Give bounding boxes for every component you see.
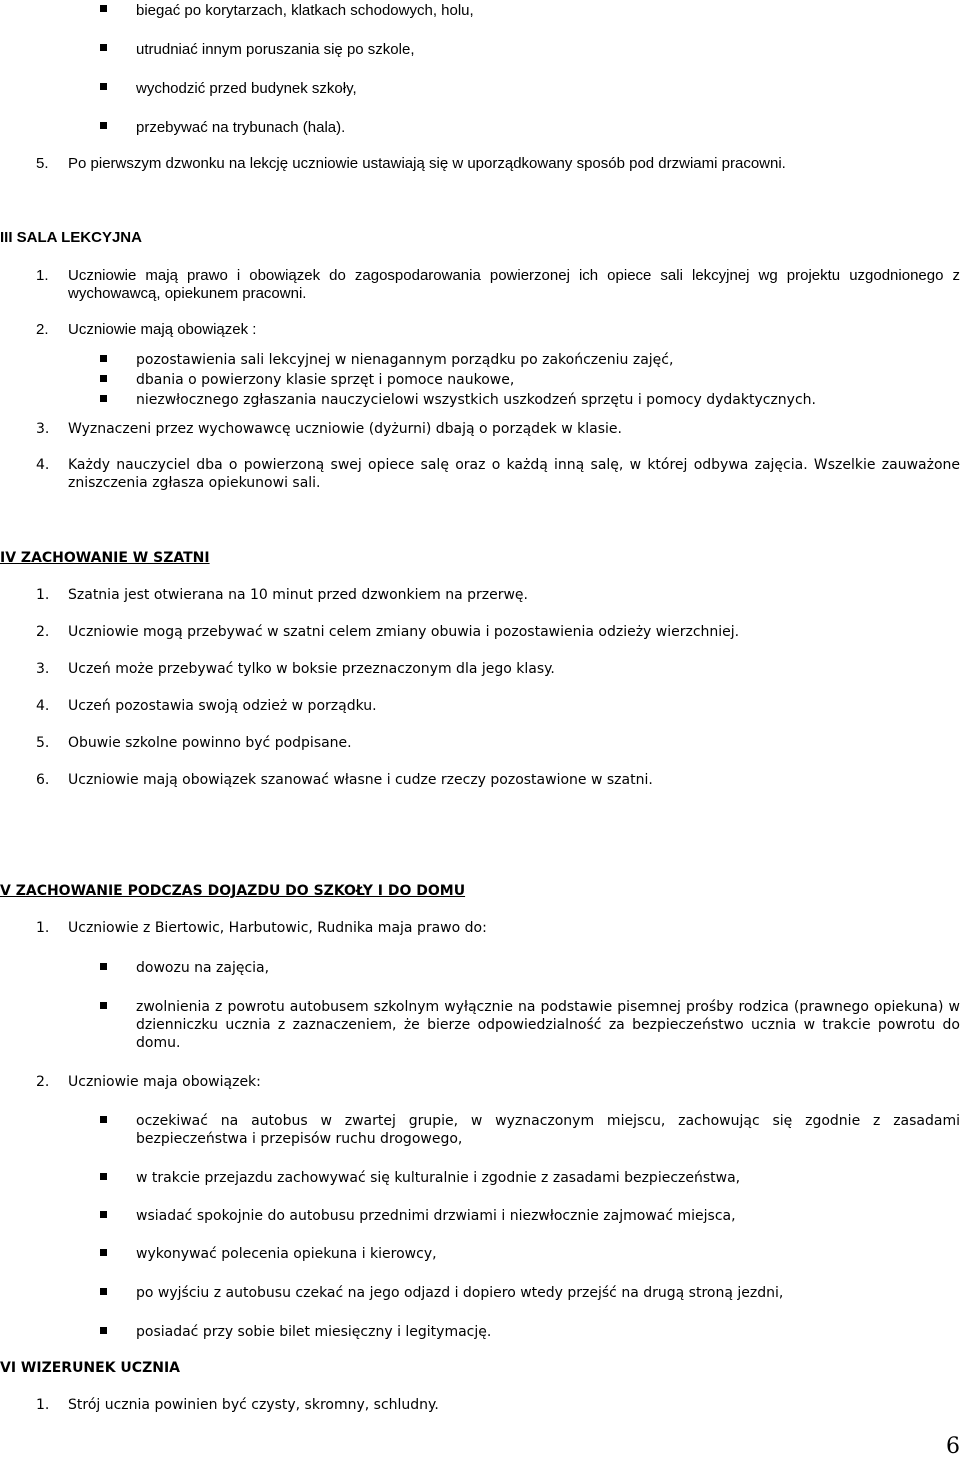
bullet-icon xyxy=(100,1327,107,1334)
bullet-icon xyxy=(100,1288,107,1295)
list-item: Uczeń może przebywać tylko w boksie przeznaczonym dla jego klasy. xyxy=(68,661,555,677)
bullet-icon xyxy=(100,1002,107,1009)
item-number: 1. xyxy=(36,267,49,284)
list-item: dbania o powierzony klasie sprzęt i pomoce naukowe, xyxy=(136,372,515,388)
item-number: 1. xyxy=(36,920,50,936)
bullet-icon xyxy=(100,5,107,12)
item-number: 1. xyxy=(36,1397,50,1413)
list-item: oczekiwać na autobus w zwartej grupie, w wyznaczonym miejscu, zachowując się zgodnie z zasadami bezpieczeństwa i przepisów ruchu drogowego, xyxy=(136,1113,960,1147)
item-number: 1. xyxy=(36,587,50,603)
list-item: utrudniać innym poruszania się po szkole, xyxy=(136,41,415,58)
list-item: wychodzić przed budynek szkoły, xyxy=(136,80,357,97)
bullet-icon xyxy=(100,1249,107,1256)
list-item: Każdy nauczyciel dba o powierzoną swej opiece salę oraz o każdą inną salę, w której odbywa zajęcia. Wszelkie zauważone zniszczenia zgłasza opiekunowi sali. xyxy=(68,457,960,491)
item-number: 4. xyxy=(36,457,50,473)
list-item: Uczeń pozostawia swoją odzież w porządku. xyxy=(68,698,377,714)
list-item: Strój ucznia powinien być czysty, skromny, schludny. xyxy=(68,1397,439,1413)
list-item: Uczniowie mają obowiązek szanować własne i cudze rzeczy pozostawione w szatni. xyxy=(68,772,653,788)
item-number: 2. xyxy=(36,1074,50,1090)
list-item: Uczniowie mają obowiązek : xyxy=(68,321,257,338)
list-item: Uczniowie mogą przebywać w szatni celem zmiany obuwia i pozostawienia odzieży wierzchniej. xyxy=(68,624,740,640)
bullet-icon xyxy=(100,963,107,970)
list-item: Uczniowie z Biertowic, Harbutowic, Rudnika maja prawo do: xyxy=(68,920,487,936)
item-number: 5. xyxy=(36,155,49,172)
item-number: 4. xyxy=(36,698,50,714)
bullet-icon xyxy=(100,1116,107,1123)
bullet-icon xyxy=(100,395,107,402)
section-heading: III SALA LEKCYJNA xyxy=(0,229,142,246)
bullet-icon xyxy=(100,122,107,129)
item-number: 6. xyxy=(36,772,50,788)
list-item: niezwłocznego zgłaszania nauczycielowi wszystkich uszkodzeń sprzętu i pomocy dydaktycznych. xyxy=(136,392,816,408)
section-heading: VI WIZERUNEK UCZNIA xyxy=(0,1360,180,1376)
bullet-icon xyxy=(100,44,107,51)
list-item: Uczniowie mają prawo i obowiązek do zagospodarowania powierzonej ich opiece sali lekcyjnej wg projektu uzgodnionego z wychowawcą, opiekunem pracowni. xyxy=(68,267,960,302)
list-item: Wyznaczeni przez wychowawcę uczniowie (dyżurni) dbają o porządek w klasie. xyxy=(68,421,622,437)
bullet-icon xyxy=(100,1211,107,1218)
list-item: dowozu na zajęcia, xyxy=(136,960,270,976)
bullet-icon xyxy=(100,355,107,362)
list-item: Po pierwszym dzwonku na lekcję uczniowie ustawiają się w uporządkowany sposób pod drzwiami pracowni. xyxy=(68,155,786,172)
bullet-icon xyxy=(100,1173,107,1180)
list-item: wykonywać polecenia opiekuna i kierowcy, xyxy=(136,1246,437,1262)
section-heading: IV ZACHOWANIE W SZATNI xyxy=(0,550,210,566)
item-number: 5. xyxy=(36,735,50,751)
bullet-icon xyxy=(100,375,107,382)
list-item: Szatnia jest otwierana na 10 minut przed dzwonkiem na przerwę. xyxy=(68,587,528,603)
list-item: posiadać przy sobie bilet miesięczny i legitymację. xyxy=(136,1324,492,1340)
list-item: pozostawienia sali lekcyjnej w nienagannym porządku po zakończeniu zajęć, xyxy=(136,352,674,368)
list-item: Uczniowie maja obowiązek: xyxy=(68,1074,261,1090)
item-number: 2. xyxy=(36,624,50,640)
item-number: 3. xyxy=(36,421,50,437)
page-number: 6 xyxy=(946,1434,960,1459)
item-number: 2. xyxy=(36,321,49,338)
list-item: zwolnienia z powrotu autobusem szkolnym wyłącznie na podstawie pisemnej prośby rodzica (prawnego opiekuna) w dzienniczku ucznia z zaznaczeniem, że bierze odpowiedzialność za bezpieczeństwo ucznia w trakcie powrotu do domu. xyxy=(136,999,960,1051)
section-heading: V ZACHOWANIE PODCZAS DOJAZDU DO SZKOŁY I DO DOMU xyxy=(0,883,466,899)
list-item: po wyjściu z autobusu czekać na jego odjazd i dopiero wtedy przejść na drugą stroną jezdni, xyxy=(136,1285,784,1301)
list-item: przebywać na trybunach (hala). xyxy=(136,119,346,136)
bullet-icon xyxy=(100,83,107,90)
list-item: wsiadać spokojnie do autobusu przednimi drzwiami i niezwłocznie zajmować miejsca, xyxy=(136,1208,736,1224)
item-number: 3. xyxy=(36,661,50,677)
list-item: Obuwie szkolne powinno być podpisane. xyxy=(68,735,352,751)
list-item: biegać po korytarzach, klatkach schodowych, holu, xyxy=(136,2,474,19)
list-item: w trakcie przejazdu zachowywać się kulturalnie i zgodnie z zasadami bezpieczeństwa, xyxy=(136,1170,741,1186)
